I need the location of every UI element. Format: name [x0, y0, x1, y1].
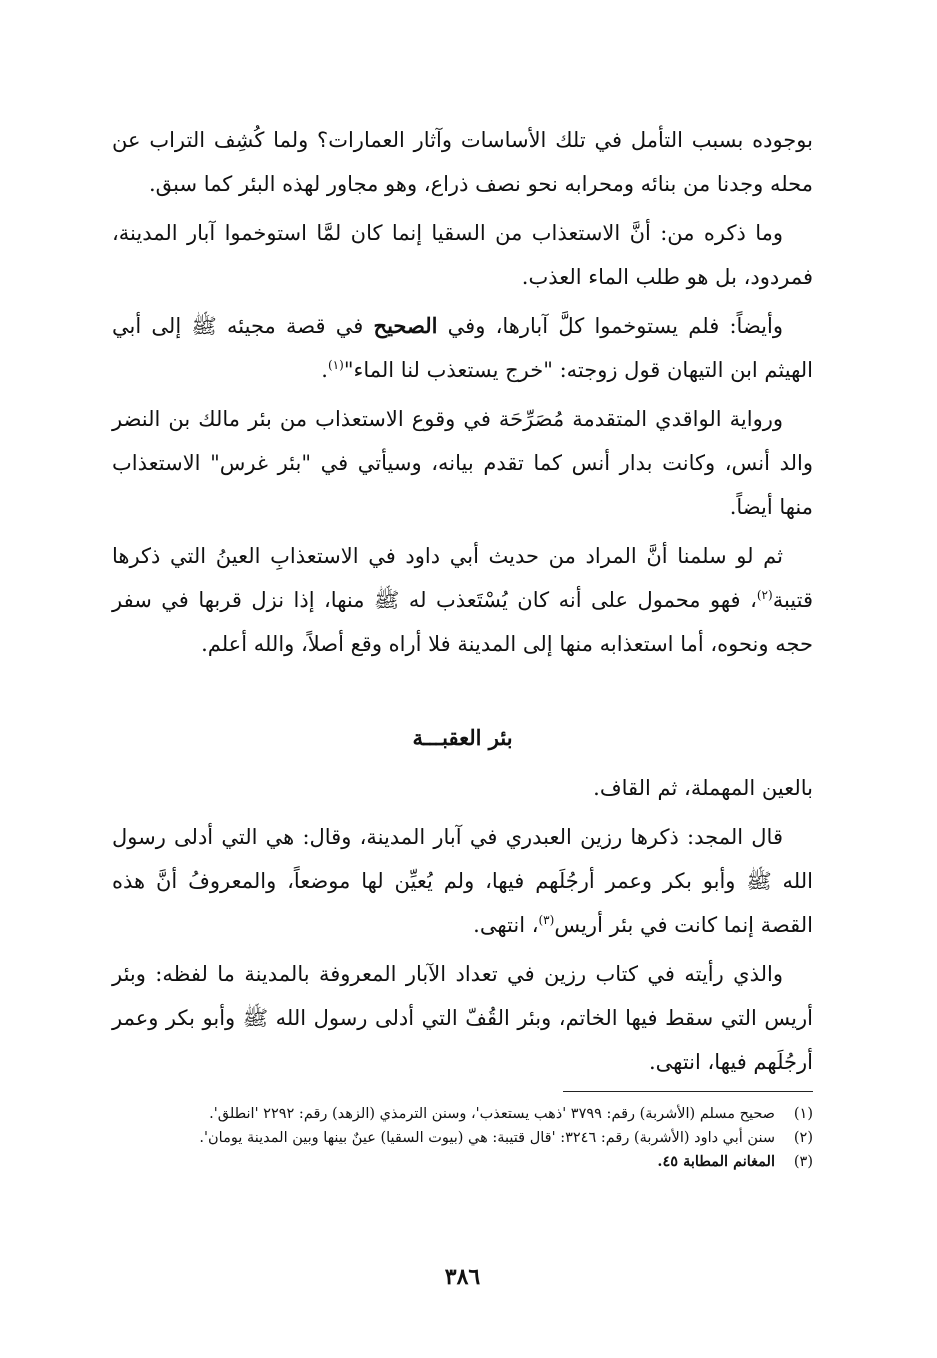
section-paragraph-1: بالعين المهملة، ثم القاف.	[593, 776, 813, 800]
paragraph-5-text-end: ، فهو محمول على أنه كان يُسْتَعذب له ﷺ منها، إذا نزل قربها في سفر حجه ونحوه، أما استعذابه منها إلى المدينة فلا أراه وقع أصلاً، والله أعلم.	[112, 588, 813, 656]
paragraph-1: بوجوده بسبب التأمل في تلك الأساسات وآثار العمارات؟ ولما كُشِف التراب عن محله وجدنا من بنائه ومحرابه نحو نصف ذراع، وهو مجاور لهذه البئر كما سبق.	[112, 128, 813, 196]
main-text-block	[112, 118, 813, 671]
footnote-text: سنن أبي داود (الأشربة) رقم: ٣٢٤٦: 'قال قتيبة: هي (بيوت السقيا) عينٌ بينها وبين المدينة يومان'.	[199, 1130, 775, 1146]
section-text-block	[112, 766, 813, 1089]
footnote-1	[112, 1102, 813, 1126]
paragraph-5-text-start: ثم لو سلمنا أنَّ المراد من حديث أبي داود في الاستعذابِ العينُ التي ذكرها قتيبة	[112, 544, 813, 612]
paragraph-2: وما ذكره من: أنَّ الاستعذاب من السقيا إنما كان لمَّا استوخموا آبار المدينة، فمردود، بل هو طلب الماء العذب.	[112, 221, 813, 289]
footnote-text: صحيح مسلم (الأشربة) رقم: ٣٧٩٩ 'ذهب يستعذب'، وسنن الترمذي (الزهد) رقم: ٢٢٩٢ 'انطلق'.	[209, 1106, 775, 1122]
paragraph-3-period: .	[321, 358, 328, 382]
footnote-ref-3: (٣)	[538, 913, 555, 927]
footnote-2	[112, 1126, 813, 1150]
page-number: ٣٨٦	[444, 1264, 481, 1290]
book-page	[112, 0, 813, 1358]
footnote-text: المغانم المطابة ٤٥.	[657, 1153, 775, 1170]
paragraph-3	[112, 304, 813, 392]
footnote-ref-2: (٢)	[756, 588, 773, 602]
section-paragraph-3: والذي رأيته في كتاب رزين في تعداد الآبار المعروفة بالمدينة ما لفظه: وبئر أريس التي سقط فيها الخاتم، وبئر القُفّ التي أدلى رسول الله ﷺ وأبو بكر وعمر أرجُلَهم فيها، انتهى.	[112, 962, 813, 1074]
footnote-number: (٣)	[793, 1154, 813, 1170]
section-paragraph-2-text-start: قال المجد: ذكرها رزين العبدري في آبار المدينة، وقال: هي التي أدلى رسول الله ﷺ وأبو بكر وعمر أرجُلَهم فيها، ولم يُعيِّن لها موضعاً، والمعروفُ أنَّ هذه القصة إنما كانت في بئر أريس	[112, 825, 813, 937]
footnote-number: (٢)	[793, 1130, 813, 1146]
footnote-3	[112, 1150, 813, 1174]
paragraph-3-text-start: وأيضاً: فلم يستوخموا كلَّ آبارها، وفي	[437, 314, 783, 338]
paragraph-4: ورواية الواقدي المتقدمة مُصَرِّحَة في وقوع الاستعذاب من بئر مالك بن النضر والد أنس، وكانت بدار أنس كما تقدم بيانه، وسيأتي في "بئر غرس" الاستعذاب منها أيضاً.	[112, 407, 813, 519]
section-paragraph-2	[112, 815, 813, 947]
paragraph-3-bold-term: الصحيح	[373, 313, 438, 338]
footnote-divider	[563, 1091, 813, 1092]
section-heading: بئر العقبـــة	[412, 725, 513, 750]
footnote-number: (١)	[793, 1106, 813, 1122]
section-paragraph-2-text-end: ، انتهى.	[473, 913, 539, 937]
paragraph-3-text-end: في قصة مجيئه ﷺ إلى أبي الهيثم ابن التيهان قول زوجته: "خرج يستعذب لنا الماء"	[112, 314, 813, 382]
footnotes	[112, 1102, 813, 1174]
paragraph-5	[112, 534, 813, 666]
footnote-ref-1: (١)	[327, 358, 344, 372]
